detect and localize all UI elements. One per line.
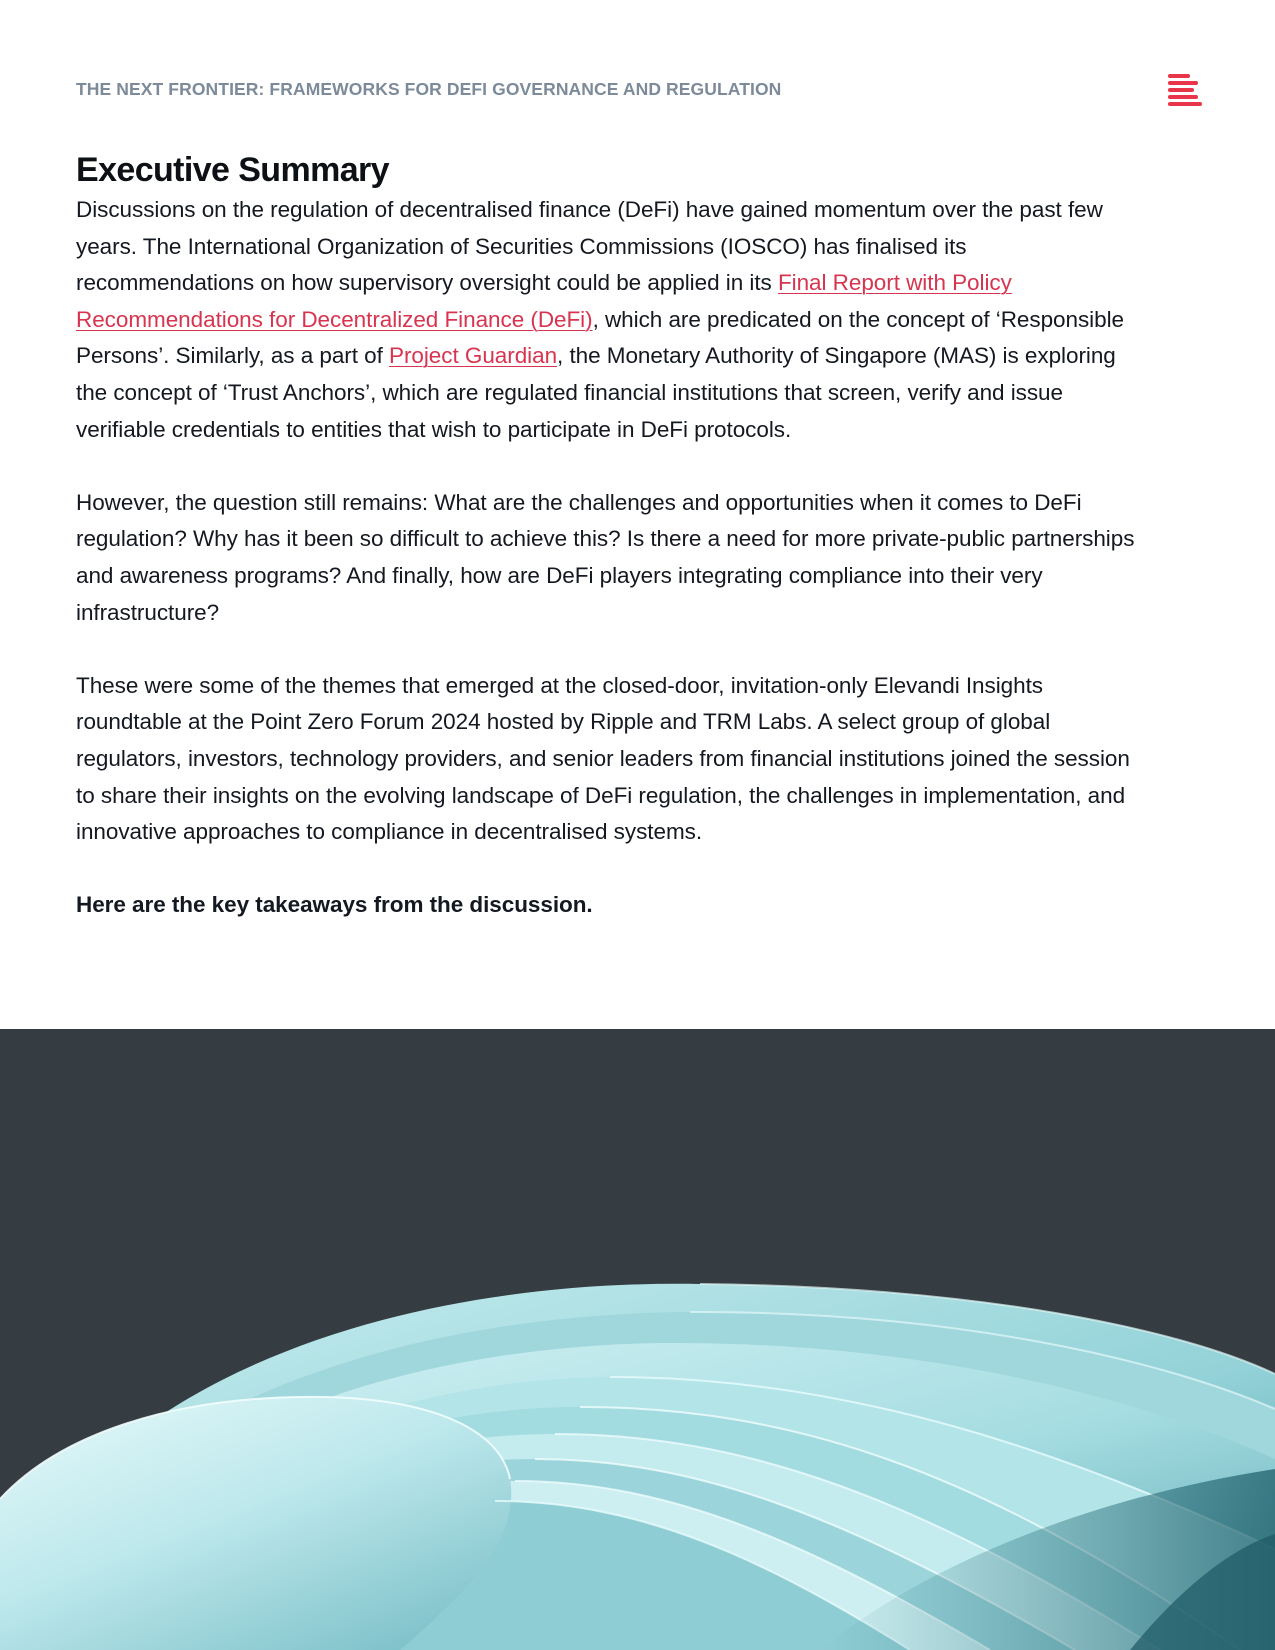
intro-text-part-2: , which are predicated on the concept of ‘Responsible Persons’. Similarly, as a part of: [76, 306, 1124, 369]
hero-image: [0, 1029, 1275, 1650]
running-header: THE NEXT FRONTIER: FRAMEWORKS FOR DEFI GOVERNANCE AND REGULATION: [76, 79, 782, 99]
questions-paragraph: However, the question still remains: What are the challenges and opportunities when it comes to DeFi regulation? Why has it been so difficult to achieve this? Is there a need for more private-public partnerships and awareness programs? And finally, how are DeFi players integrating compliance into their very infrastructure?: [76, 489, 1135, 625]
iosco-report-link[interactable]: Final Report with Policy Recommendations for Decentralized Finance (DeFi): [76, 270, 1012, 332]
layered-paper-artwork: [0, 1029, 1275, 1650]
page-title: Executive Summary: [76, 151, 389, 189]
brand-bars-icon: [1168, 74, 1202, 106]
intro-text-part-3: , the Monetary Authority of Singapore (MAS) is exploring the concept of ‘Trust Anchors’, which are regulated financial institutions that screen, verify and issue verifiable credentials to entities that wish to participate in DeFi protocols.: [76, 343, 1116, 442]
intro-text-part-1: Discussions on the regulation of decentralised finance (DeFi) have gained momentum over the past few years. The International Organization of Securities Commissions (IOSCO) has finalised its recommendations on how supervisory oversight could be applied in its: [76, 197, 1103, 296]
intro-paragraph: [76, 192, 1136, 448]
roundtable-paragraph: These were some of the themes that emerged at the closed-door, invitation-only Elevandi Insights roundtable at the Point Zero Forum 2024 hosted by Ripple and TRM Labs. A select group of global regulators, investors, technology providers, and senior leaders from financial institutions joined the session to share their insights on the evolving landscape of DeFi regulation, the challenges in implementation, and innovative approaches to compliance in decentralised systems.: [76, 672, 1130, 845]
project-guardian-link[interactable]: Project Guardian: [389, 343, 558, 369]
key-takeaways-lead: Here are the key takeaways from the discussion.: [76, 892, 593, 918]
main-content: [76, 148, 1136, 924]
